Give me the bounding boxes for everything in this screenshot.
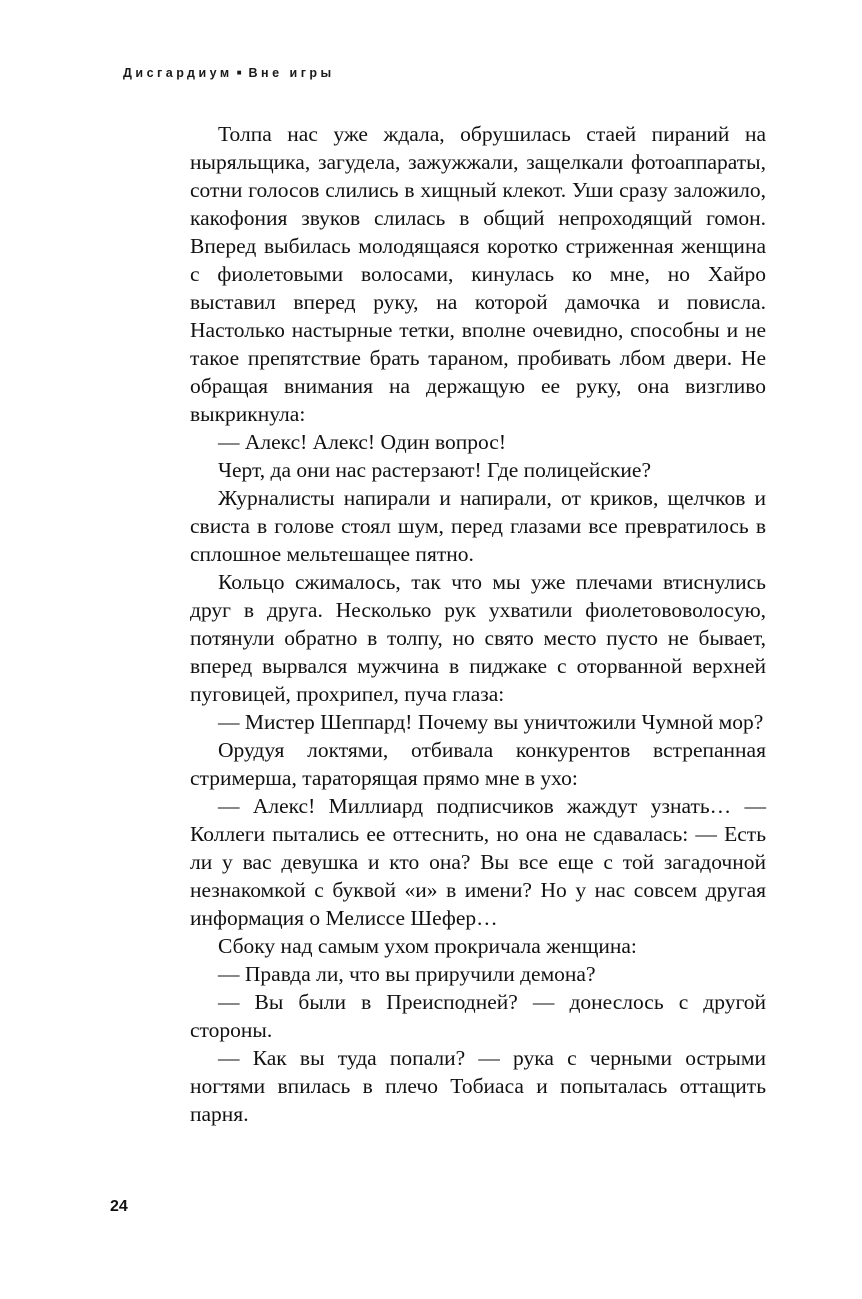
paragraph: Сбоку над самым ухом прокричала женщина: xyxy=(218,934,637,958)
paragraph: Черт, да они нас растерзают! Где полицейские? xyxy=(218,458,652,482)
paragraph: Орудуя локтями, отбивала конкурентов встрепанная стримерша, тараторящая прямо мне в ухо: xyxy=(190,738,766,790)
paragraph: Журналисты напирали и напирали, от криков, щелчков и свиста в голове стоял шум, перед глазами все превратилось в сплошное мельтешащее пятно. xyxy=(190,486,766,566)
paragraph: — Мистер Шеппард! Почему вы уничтожили Чумной мор? xyxy=(218,710,764,734)
paragraph: — Вы были в Преисподней? — донеслось с другой стороны. xyxy=(190,990,766,1042)
paragraph: — Как вы туда попали? — рука с черными острыми ногтями впилась в плечо Тобиаса и попыталась оттащить парня. xyxy=(190,1046,766,1126)
paragraph: — Алекс! Миллиард подписчиков жаждут узнать… — Коллеги пытались ее оттеснить, но она не сдавалась: — Есть ли у вас девушка и кто она? Вы все еще с той загадочной незнакомкой с буквой «и» в имени? Но у нас совсем другая информация о Мелиссе Шефер… xyxy=(190,794,766,930)
chapter-title: Вне игры xyxy=(248,66,335,80)
book-title: Дисгардиум xyxy=(123,66,233,80)
paragraph: — Правда ли, что вы приручили демона? xyxy=(218,962,596,986)
page-text xyxy=(190,120,766,1128)
separator-square-icon: ■ xyxy=(236,68,242,77)
page-number: 24 xyxy=(110,1198,128,1215)
running-header xyxy=(123,66,335,80)
paragraph: — Алекс! Алекс! Один вопрос! xyxy=(218,430,507,454)
paragraph: Толпа нас уже ждала, обрушилась стаей пираний на ныряльщика, загудела, зажужжали, защелкали фотоаппараты, сотни голосов слились в хищный клекот. Уши сразу заложило, какофония звуков слилась в общий непроходящий гомон. Вперед выбилась молодящаяся коротко стриженная женщина с фиолетовыми волосами, кинулась ко мне, но Хайро выставил вперед руку, на которой дамочка и повисла. Настолько настырные тетки, вполне очевидно, способны и не такое препятствие брать тараном, пробивать лбом двери. Не обращая внимания на держащую ее руку, она визгливо выкрикнула: xyxy=(190,122,766,426)
paragraph: Кольцо сжималось, так что мы уже плечами втиснулись друг в друга. Несколько рук ухватили фиолетововолосую, потянули обратно в толпу, но свято место пусто не бывает, вперед вырвался мужчина в пиджаке с оторванной верхней пуговицей, прохрипел, пуча глаза: xyxy=(190,570,766,706)
